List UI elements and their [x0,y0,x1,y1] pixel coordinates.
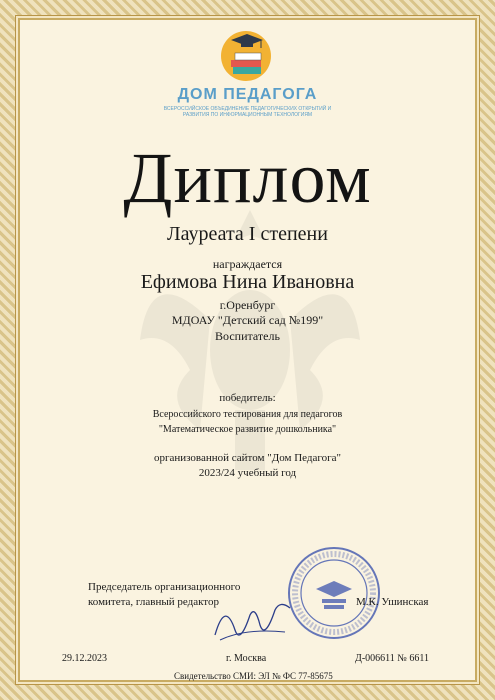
contest-line-1: Всероссийского тестирования для педагогов [152,409,343,420]
recipient-position: Воспитатель [215,329,280,343]
brand-name: ДОМ ПЕДАГОГА [177,86,318,103]
chair-line-1: Председатель организационного [88,581,241,593]
editor-name: М.К. Ушинская [356,596,429,608]
recipient-city: г.Оренбург [219,298,276,312]
media-registration: Свидетельство СМИ: ЭЛ № ФС 77-85675 [174,671,333,681]
degree-text: Лауреата I степени [167,223,328,245]
issue-city: г. Москва [226,653,267,664]
issue-date: 29.12.2023 [62,653,107,664]
recipient-name: Ефимова Нина Ивановна [140,271,355,293]
organized-by: организованной сайтом "Дом Педагога" [153,452,342,464]
winner-label: победитель: [219,392,276,404]
school-year: 2023/24 учебный год [198,467,297,479]
document-number: Д-006611 № 6611 [355,653,429,664]
seal-stamp-icon [286,545,382,641]
signature-icon [205,590,295,650]
awarded-label: награждается [212,257,283,271]
brand-subtitle: ВСЕРОССИЙСКОЕ ОБЪЕДИНЕНИЕ ПЕДАГОГИЧЕСКИХ ОТКРЫТИЙ И РАЗВИТИЯ ПО ИНФОРМАЦИОННЫМ ТЕХНОЛОГИЯМ [163,106,332,118]
contest-line-2: "Математическое развитие дошкольника" [158,424,337,435]
dom-pedagoga-logo [213,26,279,82]
document-title: Диплом [123,138,372,218]
chair-line-2: комитета, главный редактор [88,596,219,608]
recipient-organization: МДОАУ "Детский сад №199" [171,313,324,327]
